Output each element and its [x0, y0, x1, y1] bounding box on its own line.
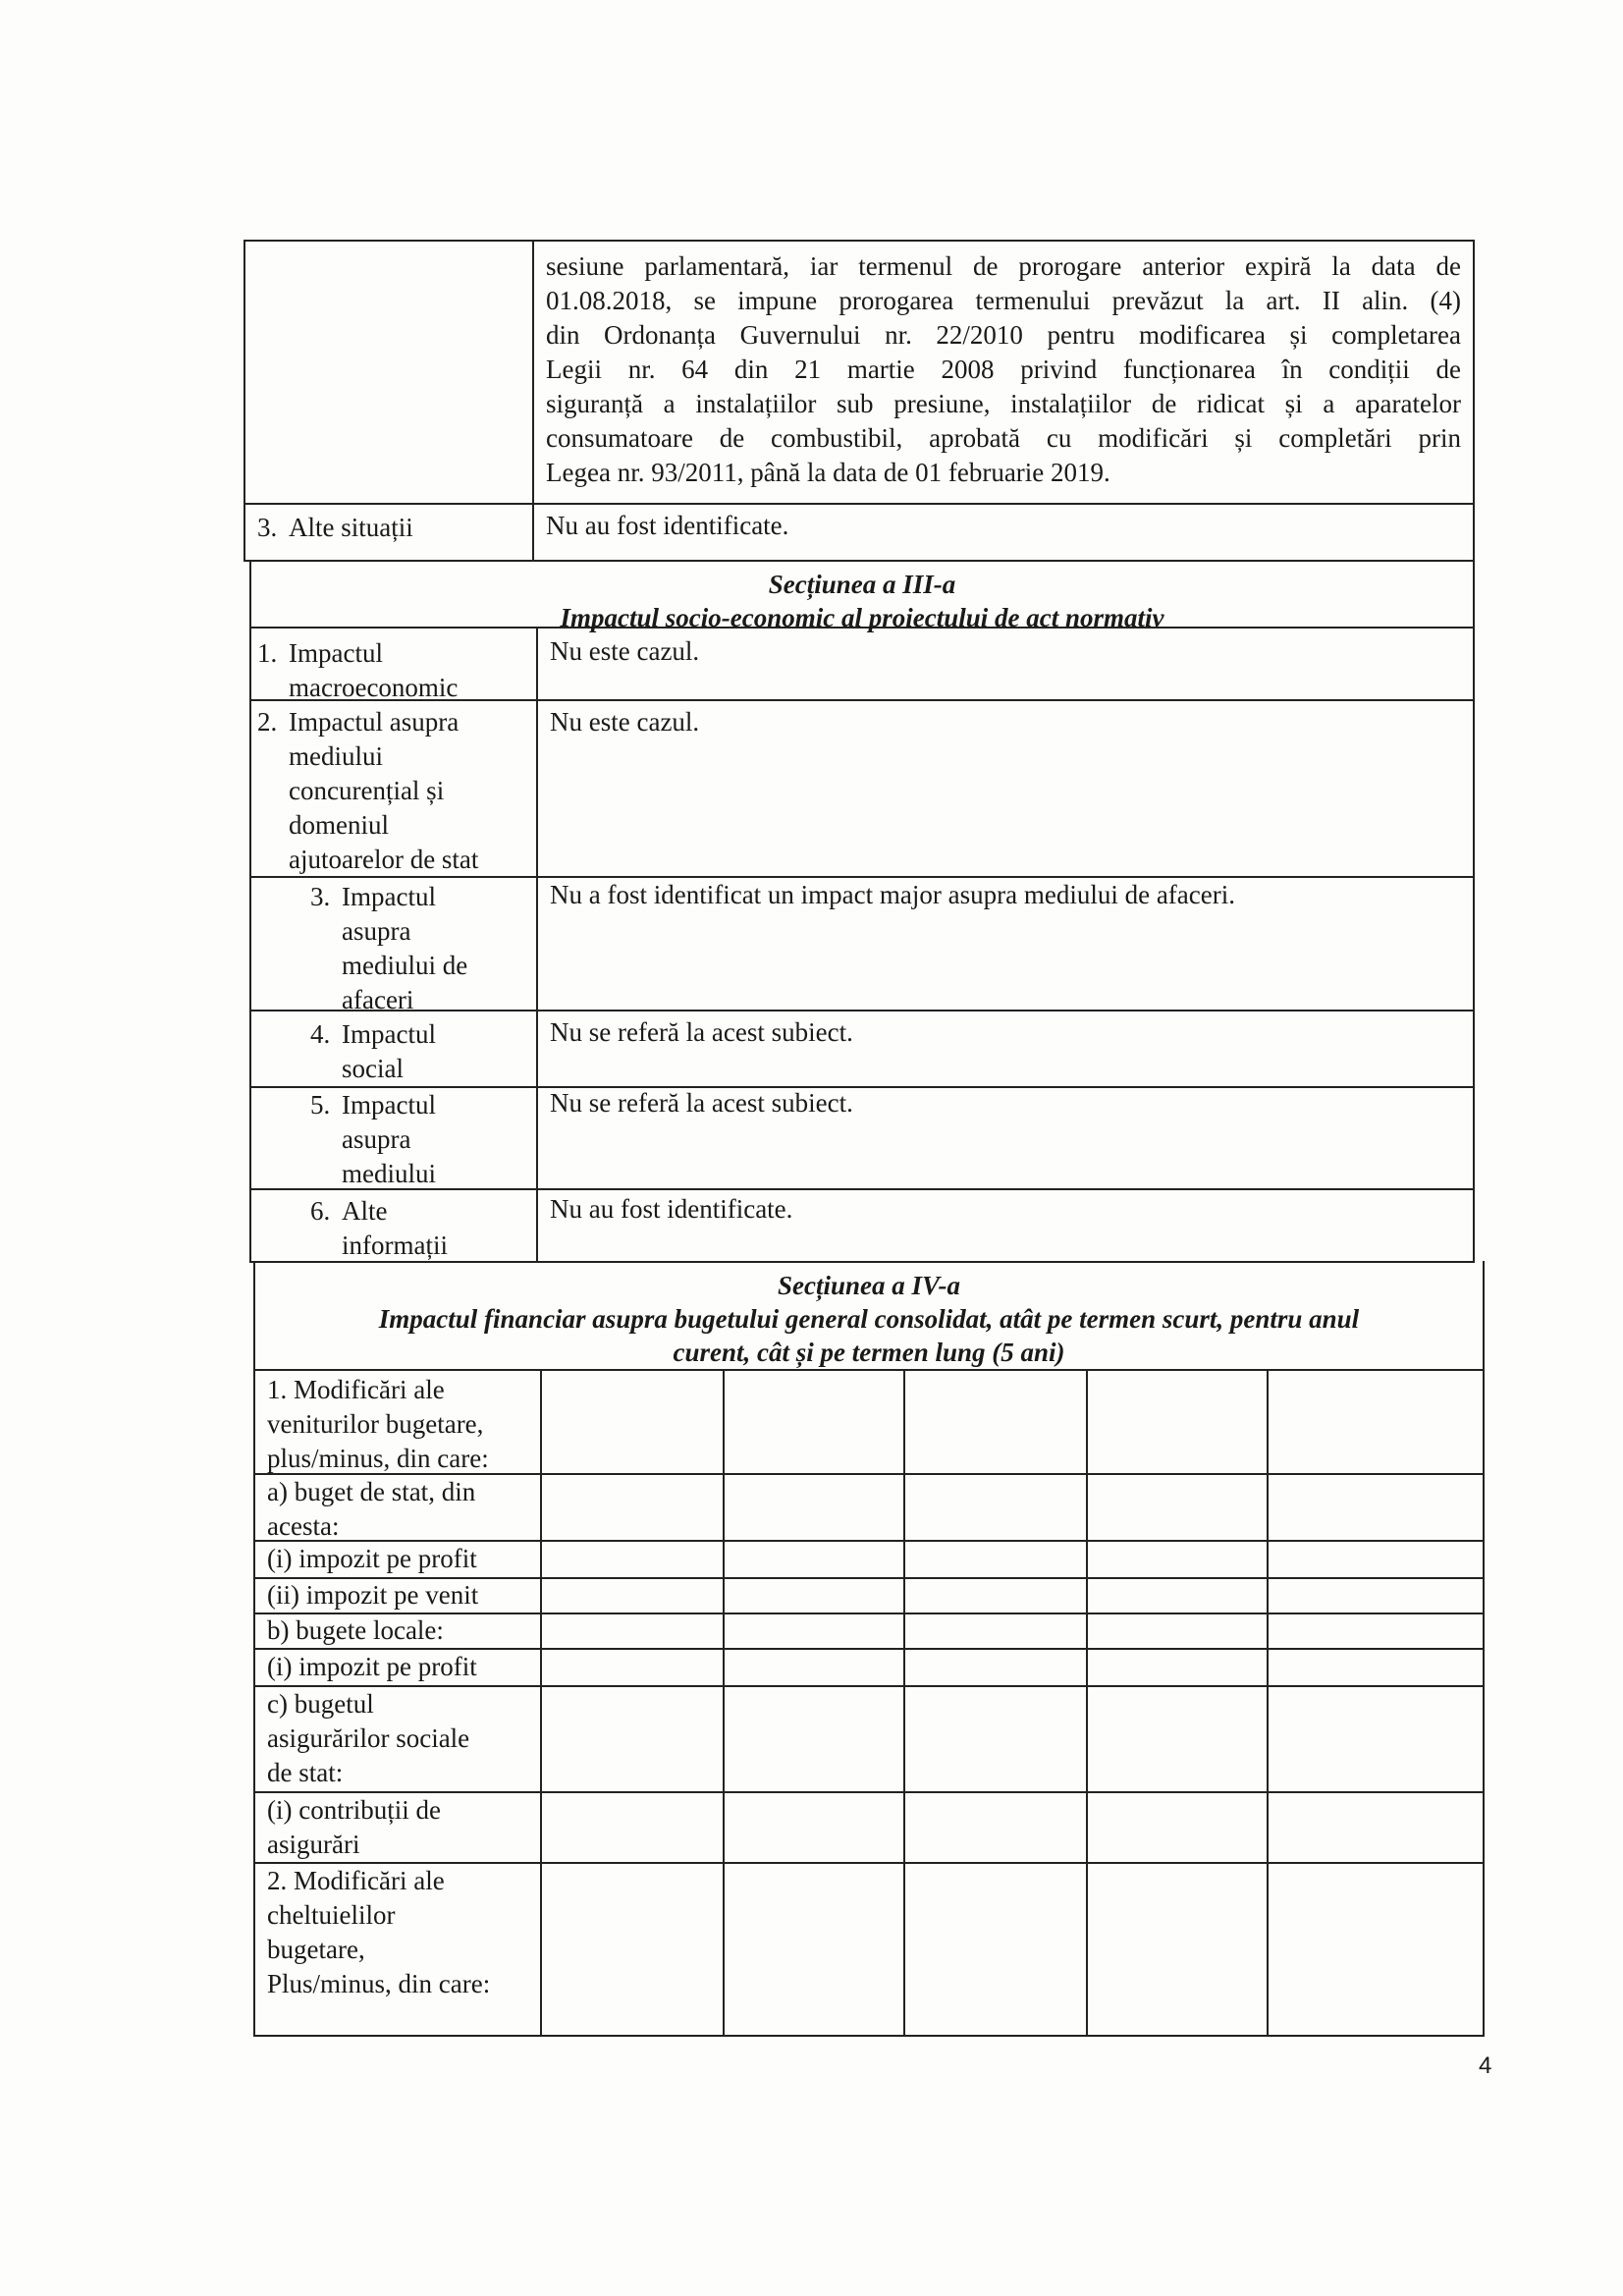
row-number: 2. [257, 707, 278, 737]
s4-row-label [267, 1793, 538, 1862]
rule [536, 627, 538, 1263]
s4-row-label [267, 1542, 538, 1576]
label-line: (i) contribuții de [267, 1795, 441, 1825]
s3-row-value: Nu este cazul. [550, 636, 700, 666]
s4-row-label [267, 1687, 538, 1790]
rule [1086, 1369, 1088, 2037]
page-number: 4 [1479, 2052, 1492, 2079]
label-line: macroeconomic [289, 673, 459, 702]
label-line: Impactul [342, 882, 436, 911]
text-line: 01.08.2018, se impune prorogarea termenului prevăzut la art. II alin. (4) [546, 286, 1461, 315]
rule [249, 560, 251, 1263]
section4-subtitle-line2: curent, cât și pe termen lung (5 ani) [673, 1338, 1065, 1367]
rule [243, 240, 1475, 242]
s3-row-label [310, 880, 532, 1017]
s3-row-value: Nu se referă la acest subiect. [550, 1017, 853, 1047]
rule [1267, 1369, 1269, 2037]
label-line: concurențial și [289, 776, 445, 805]
label-line: c) bugetul [267, 1689, 374, 1719]
label-line: domeniul [289, 810, 389, 840]
rule [243, 503, 1475, 505]
label-line: veniturilor bugetare, [267, 1409, 484, 1439]
text-line: Legea nr. 93/2011, până la data de 01 februarie 2019. [546, 458, 1110, 487]
s3-row-label [310, 1194, 532, 1263]
text-line: sesiune parlamentară, iar termenul de prorogare anterior expiră la data de [546, 251, 1461, 281]
rule [1473, 560, 1475, 1263]
label-line: plus/minus, din care: [267, 1444, 489, 1473]
label-line: social [342, 1054, 404, 1083]
s4-row-label [267, 1613, 538, 1648]
label-line: Plus/minus, din care: [267, 1969, 491, 1998]
s4-row-label [267, 1475, 538, 1544]
s4-row-label [267, 1864, 538, 2001]
label-line: asupra [342, 1124, 411, 1154]
label-line: (i) impozit pe profit [267, 1652, 477, 1681]
rule [253, 1369, 1485, 1371]
s4-row-label [267, 1650, 538, 1684]
label-line: asigurărilor sociale [267, 1723, 470, 1753]
s3-row-label [257, 705, 536, 877]
row-number: 6. [310, 1196, 331, 1226]
rule [243, 240, 245, 562]
section3-title: Secțiunea a III-a [768, 570, 956, 599]
label-line: cheltuielilor [267, 1900, 396, 1930]
label-line: informații [342, 1230, 448, 1260]
label-line: a) buget de stat, din [267, 1477, 476, 1506]
label-line: Impactul [342, 1019, 436, 1049]
text-line: consumatoare de combustibil, aprobată cu modificări și completări prin [546, 423, 1461, 453]
rule [1473, 240, 1475, 562]
text-line: siguranță a instalațiilor sub presiune, instalațiilor de ridicat și a aparatelor [546, 389, 1461, 418]
label-line: (i) impozit pe profit [267, 1544, 477, 1573]
s3-row-value: Nu a fost identificat un impact major asupra mediului de afaceri. [550, 880, 1235, 909]
label-line: ajutoarelor de stat [289, 845, 479, 874]
label-line: 1. Modificări ale [267, 1375, 445, 1404]
rule [243, 560, 1475, 562]
section4-title: Secțiunea a IV-a [777, 1271, 961, 1300]
rule [903, 1369, 905, 2037]
label-line: afaceri [342, 985, 414, 1014]
row-number: 3. [257, 513, 278, 542]
rule [253, 2035, 1485, 2037]
row-number: 3. [310, 882, 331, 911]
label-line: b) bugete locale: [267, 1615, 444, 1645]
section2-continuation-text [546, 249, 1461, 490]
s3-row-label [310, 1088, 532, 1191]
label-line: Alte [342, 1196, 388, 1226]
s4-row-label [267, 1578, 538, 1613]
label-line: acesta: [267, 1511, 340, 1541]
label-line: mediului de [342, 951, 468, 980]
label-line: Impactul [342, 1090, 436, 1120]
row-number: 1. [257, 638, 278, 668]
text-line: din Ordonanța Guvernului nr. 22/2010 pentru modificarea și completarea [546, 320, 1461, 350]
label-line: mediului [289, 741, 383, 771]
rule [532, 240, 534, 562]
label-line: bugetare, [267, 1935, 365, 1964]
s3-row-label [257, 636, 532, 705]
label-line: (ii) impozit pe venit [267, 1580, 479, 1610]
label-line: mediului [342, 1159, 436, 1188]
row-alte-situatii-value: Nu au fost identificate. [546, 511, 789, 540]
section4-subtitle-line1: Impactul financiar asupra bugetului general consolidat, atât pe termen scurt, pentru anul [378, 1304, 1360, 1334]
label-line: asigurări [267, 1830, 360, 1859]
row-alte-situatii-label [257, 511, 522, 545]
label-line: Impactul asupra [289, 707, 460, 737]
label-line: asupra [342, 916, 411, 946]
s3-row-label [310, 1017, 532, 1086]
text-line: Legii nr. 64 din 21 martie 2008 privind funcționarea în condiții de [546, 355, 1461, 384]
rule [723, 1369, 725, 2037]
label-line: de stat: [267, 1758, 344, 1787]
s3-row-value: Nu au fost identificate. [550, 1194, 793, 1224]
row-label: Alte situații [289, 513, 413, 542]
section3-subtitle: Impactul socio-economic al proiectului de act normativ [560, 603, 1164, 632]
label-line: Impactul [289, 638, 383, 668]
s3-row-value: Nu este cazul. [550, 707, 700, 737]
rule [540, 1369, 542, 2037]
s4-row-label [267, 1373, 538, 1476]
s3-row-value: Nu se referă la acest subiect. [550, 1088, 853, 1118]
row-number: 5. [310, 1090, 331, 1120]
label-line: 2. Modificări ale [267, 1866, 445, 1895]
row-number: 4. [310, 1019, 331, 1049]
